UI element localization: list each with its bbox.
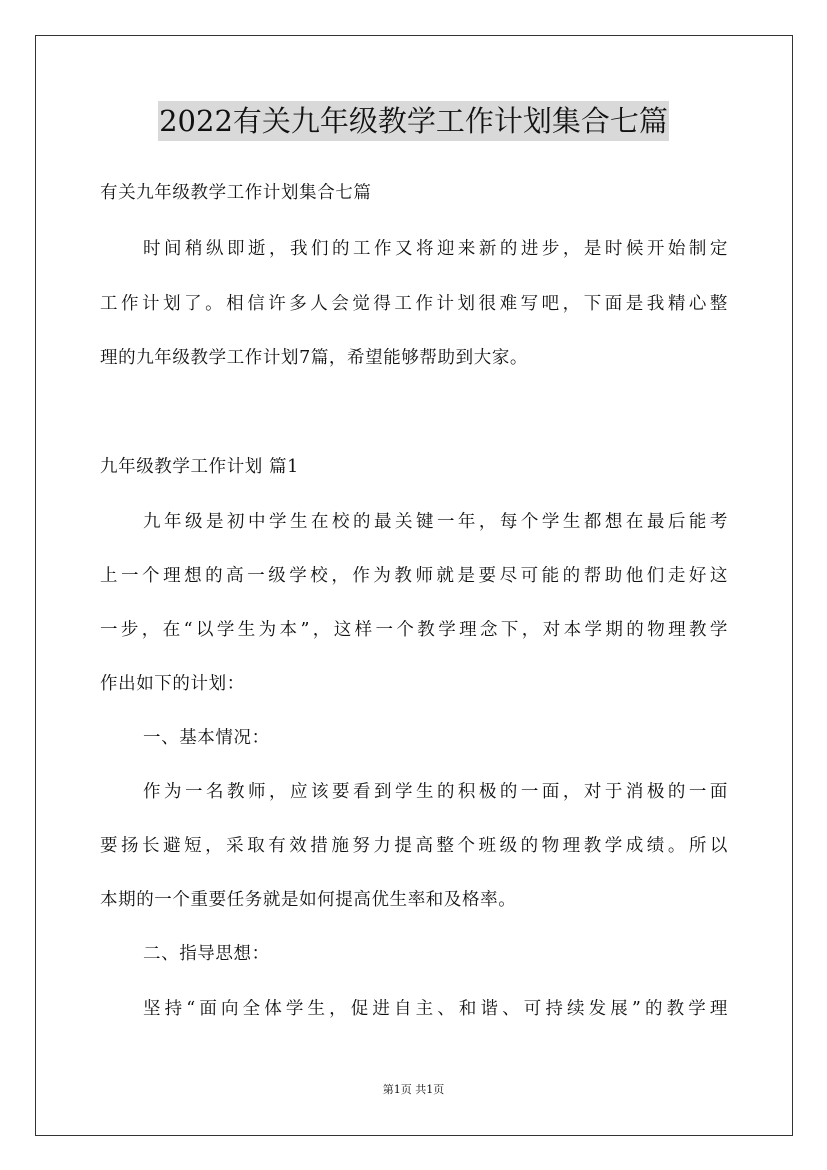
intro-line-3: 理的九年级教学工作计划7篇，希望能够帮助到大家。 bbox=[100, 348, 529, 368]
para1-line-3: 一步，在“以学生为本”，这样一个教学理念下，对本学期的物理教学 bbox=[100, 620, 728, 640]
para2-line-3: 本期的一个重要任务就是如何提高优生率和及格率。 bbox=[100, 890, 517, 910]
intro-line-1: 时间稍纵即逝，我们的工作又将迎来新的进步，是时候开始制定 bbox=[143, 239, 728, 259]
para2-line-1: 作为一名教师，应该要看到学生的积极的一面，对于消极的一面 bbox=[143, 782, 728, 802]
para2-line-2: 要扬长避短，采取有效措施努力提高整个班级的物理教学成绩。所以 bbox=[100, 836, 728, 856]
section-heading: 九年级教学工作计划 篇1 bbox=[100, 457, 299, 477]
para1-line-4: 作出如下的计划： bbox=[100, 674, 245, 694]
document-title: 2022有关九年级教学工作计划集合七篇 bbox=[158, 101, 669, 141]
document-subtitle: 有关九年级教学工作计划集合七篇 bbox=[100, 183, 372, 203]
heading-guiding-thought: 二、指导思想： bbox=[143, 944, 270, 964]
para1-line-2: 上一个理想的高一级学校，作为教师就是要尽可能的帮助他们走好这 bbox=[100, 566, 728, 586]
heading-basic-situation: 一、基本情况： bbox=[143, 728, 270, 748]
document-title-block bbox=[0, 101, 827, 141]
intro-line-2: 工作计划了。相信许多人会觉得工作计划很难写吧，下面是我精心整 bbox=[100, 294, 728, 314]
para3-line-1: 坚持“面向全体学生，促进自主、和谐、可持续发展”的教学理 bbox=[143, 999, 728, 1019]
para1-line-1: 九年级是初中学生在校的最关键一年，每个学生都想在最后能考 bbox=[143, 512, 728, 532]
page-footer: 第1页 共1页 bbox=[382, 1083, 445, 1096]
